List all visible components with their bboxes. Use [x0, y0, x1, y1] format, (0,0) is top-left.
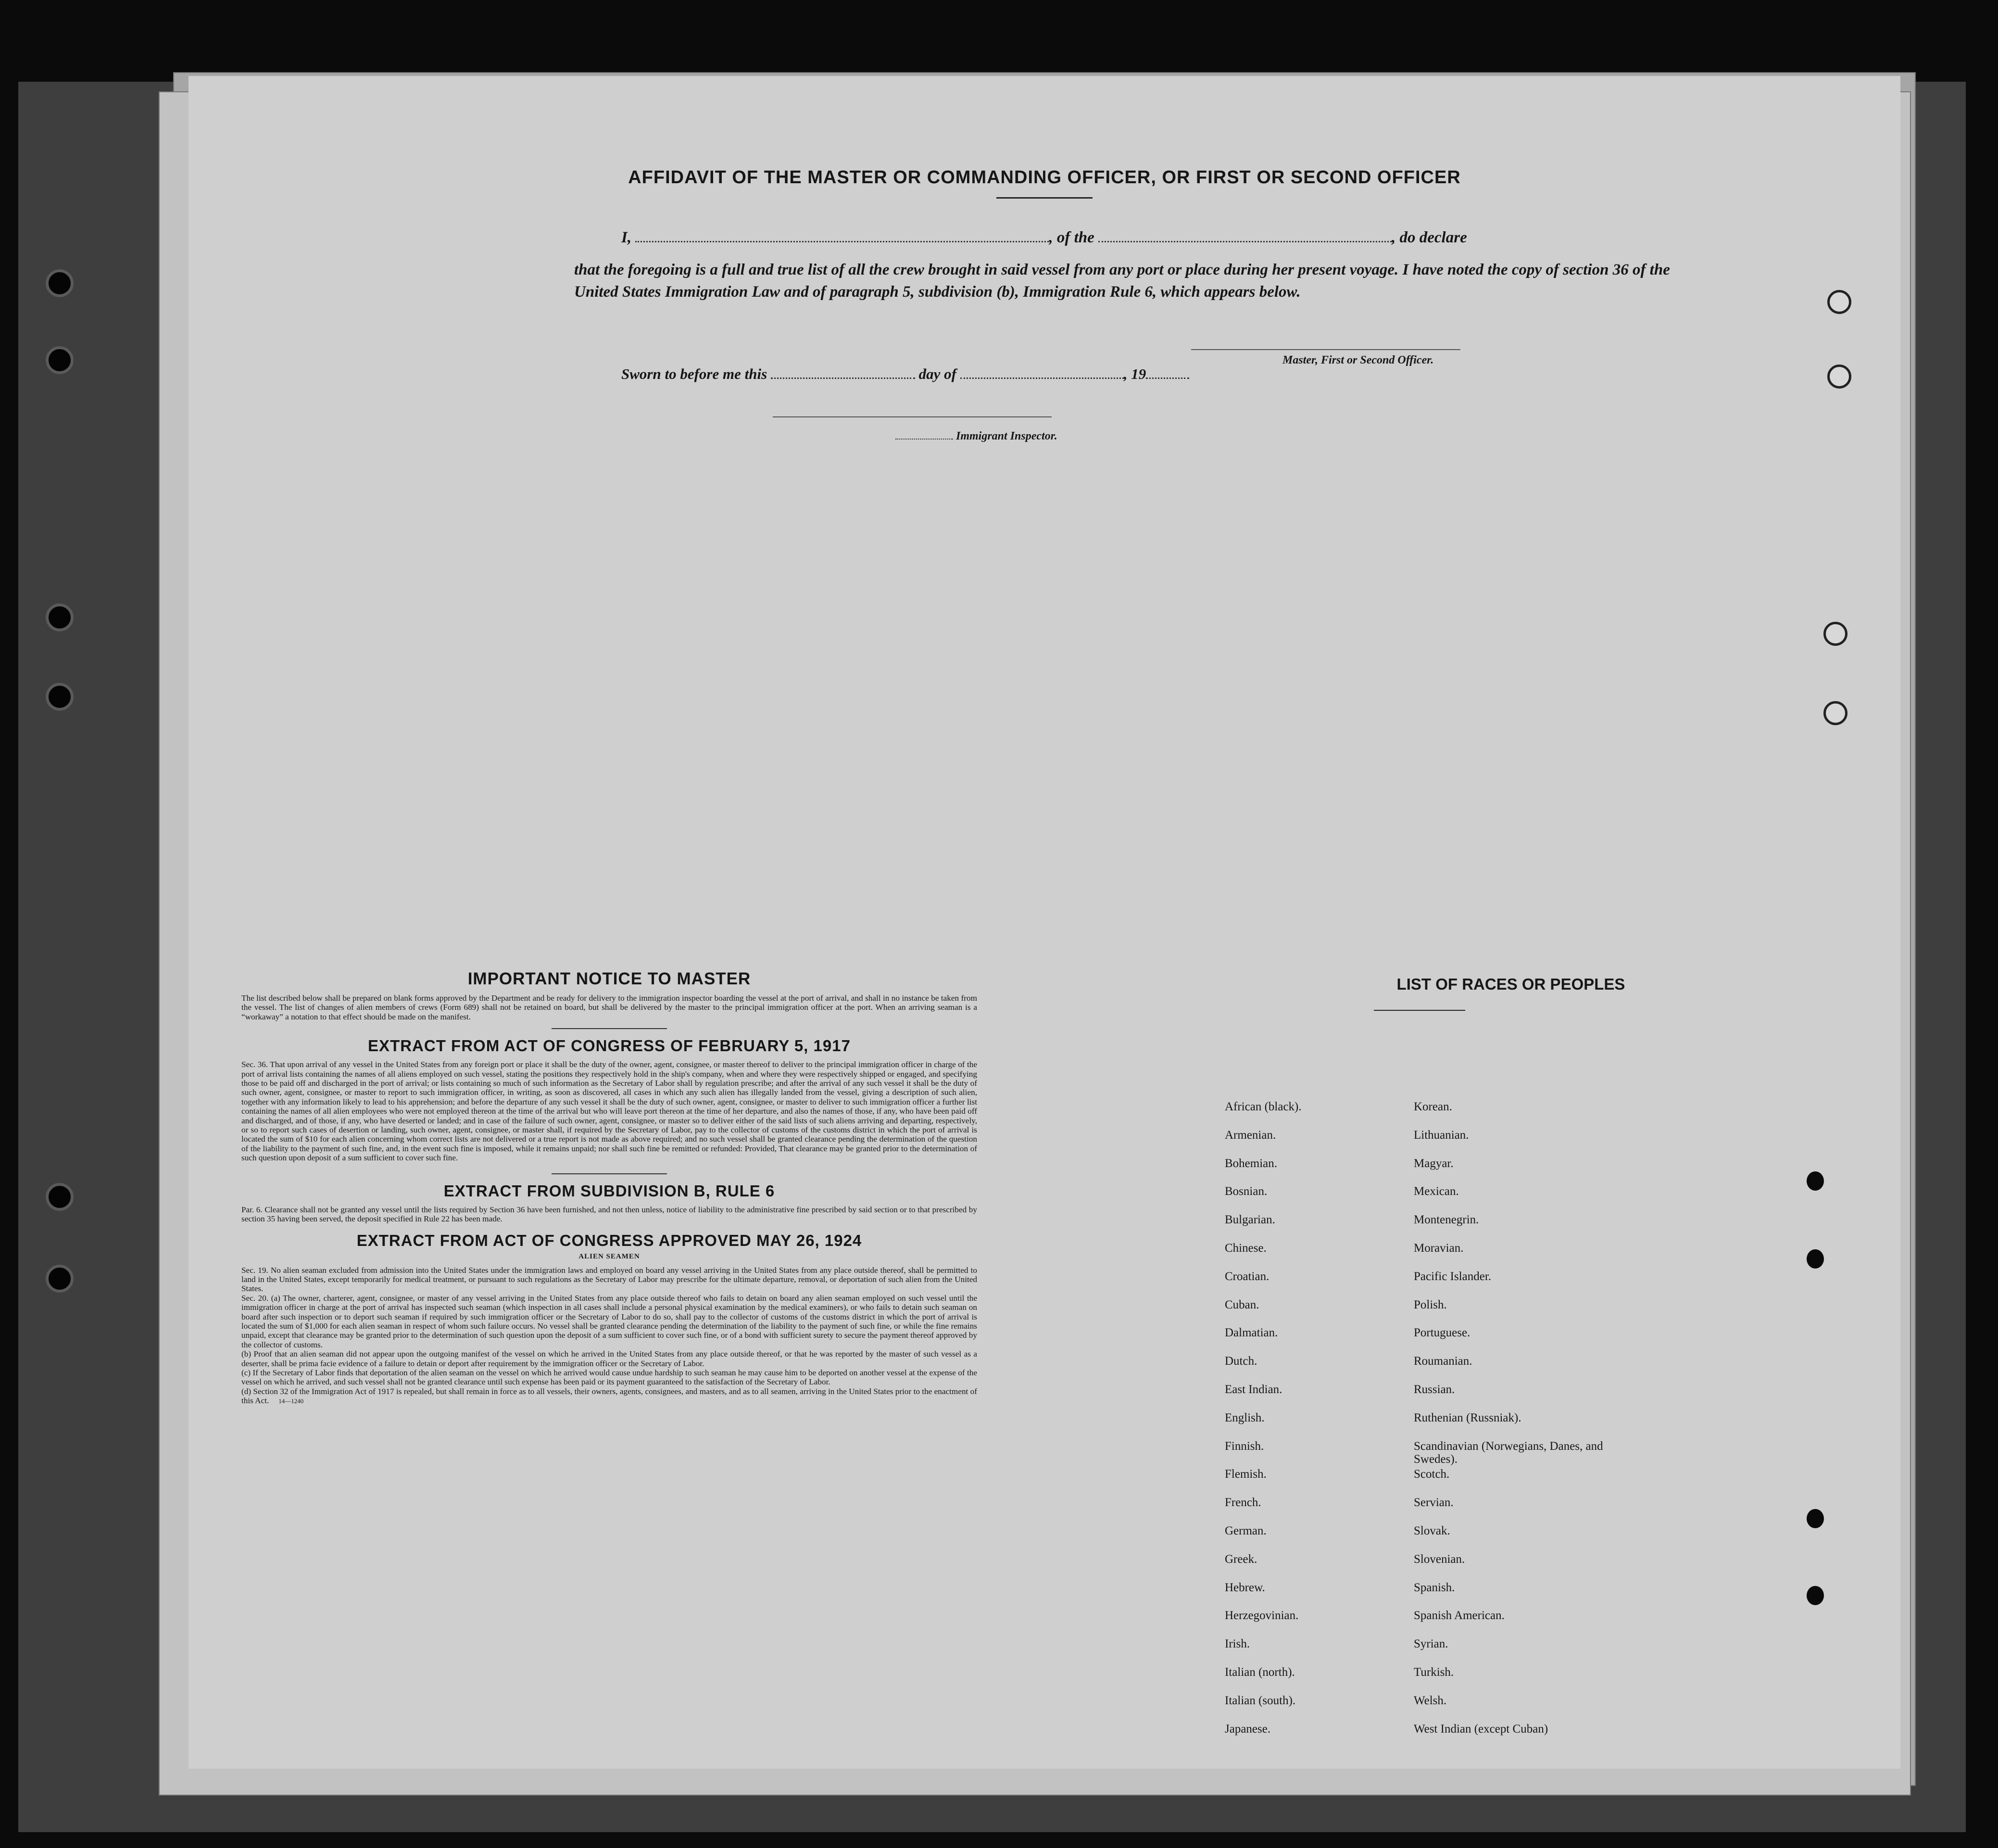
- race-item: Lithuanian.: [1414, 1128, 1469, 1142]
- race-item: Spanish.: [1414, 1581, 1455, 1594]
- binder-hole: [46, 1265, 74, 1293]
- race-item: Polish.: [1414, 1298, 1447, 1311]
- inspector-label: Immigrant Inspector.: [956, 430, 1057, 442]
- race-item: Cuban.: [1225, 1298, 1259, 1311]
- notice-title: IMPORTANT NOTICE TO MASTER: [467, 969, 751, 988]
- punch-hole: [1827, 365, 1851, 389]
- binder-hole: [46, 683, 74, 711]
- race-item: Italian (south).: [1225, 1694, 1296, 1707]
- race-item: Spanish American.: [1414, 1609, 1505, 1622]
- section-divider: [552, 1173, 667, 1174]
- master-signature-label: Master, First or Second Officer.: [1282, 354, 1434, 366]
- race-item: Bulgarian.: [1225, 1213, 1275, 1227]
- race-item: Bosnian.: [1225, 1185, 1268, 1198]
- sworn-year-field[interactable]: [1146, 377, 1189, 379]
- extract-1917-title: EXTRACT FROM ACT OF CONGRESS OF FEBRUARY 5, 1917: [368, 1037, 851, 1055]
- sec-20a-text: Sec. 20. (a) The owner, charterer, agent, consignee, or master of any vessel arriving in the United States from any place outside thereof who fails to detain on board any alien seaman employed on such vessel until the immigration officer in charge at the port of arrival has inspected such seaman (which inspection in all cases shall include a personal physical examination by the medical examiners), or who fails to detain such seaman on board after such inspection or to deport such seaman if required by such immigration officer or the Secretary of Labor to do so, shall pay to the collector of customs of the customs district in which the port of arrival is located the sum of $1,000 for each alien seaman in respect of whom such failure occurs. No vessel shall be granted clearance pending the determination of the liability to the payment of such fine, or while the fine remains unpaid, except that clearance may be granted prior to the determination of such question upon the deposit of a sum sufficient to cover such fine, or of a bond with sufficient surety to secure the payment thereof approved by the collector of customs.: [241, 1293, 977, 1349]
- race-item: Montenegrin.: [1414, 1213, 1479, 1227]
- race-item: Dalmatian.: [1225, 1326, 1278, 1340]
- sec-20b-text: (b) Proof that an alien seaman did not appear upon the outgoing manifest of the vessel on which he arrived in the United States from any place outside thereof, or that he was reported by the master of such vessel as a deserter, shall be prima facie evidence of a failure to detain or deport after requirement by the immigration officer or the Secretary of Labor.: [241, 1349, 977, 1368]
- punch-hole: [1807, 1249, 1824, 1269]
- races-title: LIST OF RACES OR PEOPLES: [1396, 975, 1625, 993]
- race-item: Finnish.: [1225, 1439, 1264, 1453]
- punch-hole: [1823, 622, 1847, 646]
- race-item: Greek.: [1225, 1552, 1257, 1566]
- inspector-signature-line[interactable]: [773, 416, 1052, 417]
- punch-hole: [1827, 290, 1851, 314]
- section-divider: [552, 1028, 667, 1029]
- race-item: Turkish.: [1414, 1666, 1454, 1679]
- punch-hole: [1807, 1509, 1824, 1528]
- title-underline: [996, 197, 1093, 199]
- affidavit-form-page: [188, 76, 1900, 1769]
- race-item: Ruthenian (Russniak).: [1414, 1411, 1521, 1424]
- race-item: Russian.: [1414, 1383, 1455, 1396]
- race-item: English.: [1225, 1411, 1265, 1424]
- race-item: West Indian (except Cuban): [1414, 1722, 1548, 1735]
- race-item: Scotch.: [1414, 1468, 1450, 1481]
- extract-rule6-text: Par. 6. Clearance shall not be granted any vessel until the lists required by Section 36 have been furnished, and not then unless, notice of liability to the administrative fine prescribed by said section or to that prescribed by section 35 having been served, the deposit specified in Rule 22 has been made.: [241, 1205, 977, 1224]
- extract-1917-text: Sec. 36. That upon arrival of any vessel in the United States from any foreign port or place it shall be the duty of the owner, agent, consignee, or master thereof to deliver to the principal immigration officer in charge of the port of arrival lists containing the names of all aliens employed on such vessel, stating the positions they respectively hold in the ship's company, when and where they were respectively shipped or engaged, and specifying those to be paid off and discharged in the port of arrival; or lists containing so much of such information as the Secretary of Labor shall by regulation prescribe; and after the arrival of any such vessel it shall be the duty of such owner, agent, consignee, or master to report to such immigration officer, in writing, as soon as discovered, all cases in which any such alien has illegally landed from the vessel, giving a description of such alien, together with any information likely to lead to his apprehension; and before the departure of any such vessel it shall be the duty of such owner, agent, consignee, or master to deliver to such immigration officer a further list containing the names of all alien employees who were not employed thereon at the time of the arrival but who will leave port thereon at the time of her departure, and also the names of those, if any, who have been paid off and discharged, and of those, if any, who have deserted or landed; and in case of the failure of such owner, agent, consignee, or master so to deliver either of the said lists of such aliens arriving and departing, respectively, or so to report such cases of desertion or landing, such owner, agent, consignee, or master shall, if required by the Secretary of Labor, pay to the collector of customs of the customs district in which the port of arrival is located the sum of $10 for each alien concerning whom correct lists are not delivered or a true report is not made as above required; and no such vessel shall be granted clearance pending the determination of the question of the liability to the payment of such fine, and, in the event such fine is imposed, while it remains unpaid; nor shall such fine be remitted or refunded: Provided, That clearance may be granted prior to the determination of such question upon deposit of a sum sufficient to cover such fine.: [241, 1060, 977, 1163]
- inspector-line: [895, 430, 1057, 443]
- race-item: Syrian.: [1414, 1637, 1448, 1651]
- notice-text: The list described below shall be prepared on blank forms approved by the Department and be ready for delivery to the immigration inspector boarding the vessel at the port of arrival, and shall in no instance be taken from the vessel. The list of changes of alien members of crews (Form 689) shall not be retained on board, but shall be delivered by the master to the principal immigration officer at the port. When an arriving seaman is a “workaway” a notation to that effect should be made on the manifest.: [241, 993, 977, 1021]
- race-item: African (black).: [1225, 1100, 1302, 1113]
- sworn-day-field[interactable]: [771, 377, 915, 379]
- race-item: Hebrew.: [1225, 1581, 1265, 1594]
- affidavit-statement: that the foregoing is a full and true list of all the crew brought in said vessel from any port or place during her present voyage. I have noted the copy of section 36 of the United States Immigration Law and of paragraph 5, subdivision (b), Immigration Rule 6, which appears below.: [574, 261, 1670, 301]
- form-number: 14—1240: [278, 1397, 304, 1405]
- race-item: Croatian.: [1225, 1270, 1269, 1283]
- race-item: French.: [1225, 1496, 1261, 1509]
- race-item: Flemish.: [1225, 1468, 1267, 1481]
- punch-hole: [1807, 1171, 1824, 1191]
- binder-hole: [46, 346, 74, 374]
- race-item: Slovak.: [1414, 1524, 1450, 1537]
- race-item: Japanese.: [1225, 1722, 1271, 1735]
- race-item: Irish.: [1225, 1637, 1250, 1651]
- race-item: Chinese.: [1225, 1242, 1267, 1255]
- master-signature-line[interactable]: [1191, 349, 1460, 350]
- bleed-through-text: [477, 134, 483, 158]
- affidavit-title: AFFIDAVIT OF THE MASTER OR COMMANDING OFFICER, OR FIRST OR SECOND OFFICER: [628, 167, 1461, 188]
- binder-hole: [46, 1183, 74, 1211]
- race-item: Magyar.: [1414, 1157, 1454, 1170]
- binder-hole: [46, 269, 74, 297]
- races-title-underline: [1374, 1010, 1465, 1011]
- race-item: Herzegovinian.: [1225, 1609, 1299, 1622]
- race-item: Scandinavian (Norwegians, Danes, and Swedes).: [1414, 1439, 1603, 1466]
- race-item: Portuguese.: [1414, 1326, 1470, 1340]
- punch-hole: [1823, 701, 1847, 725]
- race-item: Mexican.: [1414, 1185, 1459, 1198]
- race-item: Bohemian.: [1225, 1157, 1278, 1170]
- declarant-line: I, , of the , do declare: [621, 229, 1467, 246]
- binder-hole: [46, 603, 74, 631]
- declarant-name-field[interactable]: [635, 241, 1049, 242]
- race-item: Roumanian.: [1414, 1355, 1472, 1368]
- race-item: Armenian.: [1225, 1128, 1276, 1142]
- race-item: East Indian.: [1225, 1383, 1282, 1396]
- race-item: Welsh.: [1414, 1694, 1447, 1707]
- race-item: Korean.: [1414, 1100, 1452, 1113]
- race-item: Servian.: [1414, 1496, 1454, 1509]
- extract-rule6-title: EXTRACT FROM SUBDIVISION B, RULE 6: [443, 1182, 775, 1200]
- sworn-line: Sworn to before me this day of , 19: [621, 365, 1189, 383]
- race-item: Moravian.: [1414, 1242, 1464, 1255]
- sec-20d-text: (d) Section 32 of the Immigration Act of 1917 is repealed, but shall remain in force as to all vessels, their owners, agents, consignees, and masters, and as to all seamen, arriving in the United States prior to the enactment of this Act. 14—1240: [241, 1386, 977, 1406]
- extract-1924-subtitle: ALIEN SEAMEN: [578, 1252, 640, 1260]
- race-item: Pacific Islander.: [1414, 1270, 1492, 1283]
- vessel-name-field[interactable]: [1098, 241, 1392, 242]
- notice-section: [241, 969, 977, 1406]
- sec-20c-text: (c) If the Secretary of Labor finds that deportation of the alien seaman on the vessel on which he arrived would cause undue hardship to such seaman he may cause him to be deported on another vessel at the expense of the vessel on which he arrived, and such vessel shall not be granted clearance until such expense has been paid or its payment guaranteed to the satisfaction of the Secretary of Labor.: [241, 1368, 977, 1387]
- extract-1924-title: EXTRACT FROM ACT OF CONGRESS APPROVED MAY 26, 1924: [356, 1231, 862, 1249]
- punch-hole: [1807, 1586, 1824, 1605]
- race-item: Italian (north).: [1225, 1666, 1295, 1679]
- race-item: Dutch.: [1225, 1355, 1257, 1368]
- sworn-month-field[interactable]: [960, 377, 1124, 379]
- sec-19-text: Sec. 19. No alien seaman excluded from admission into the United States under the immigration laws and employed on board any vessel arriving in the United States from any place outside thereof, shall be permitted to land in the United States, except temporarily for medical treatment, or pursuant to such regulations as the Secretary of Labor may prescribe for the ultimate departure, removal, or deportation of such alien from the United States.: [241, 1265, 977, 1294]
- race-item: Slovenian.: [1414, 1552, 1465, 1566]
- race-item: German.: [1225, 1524, 1267, 1537]
